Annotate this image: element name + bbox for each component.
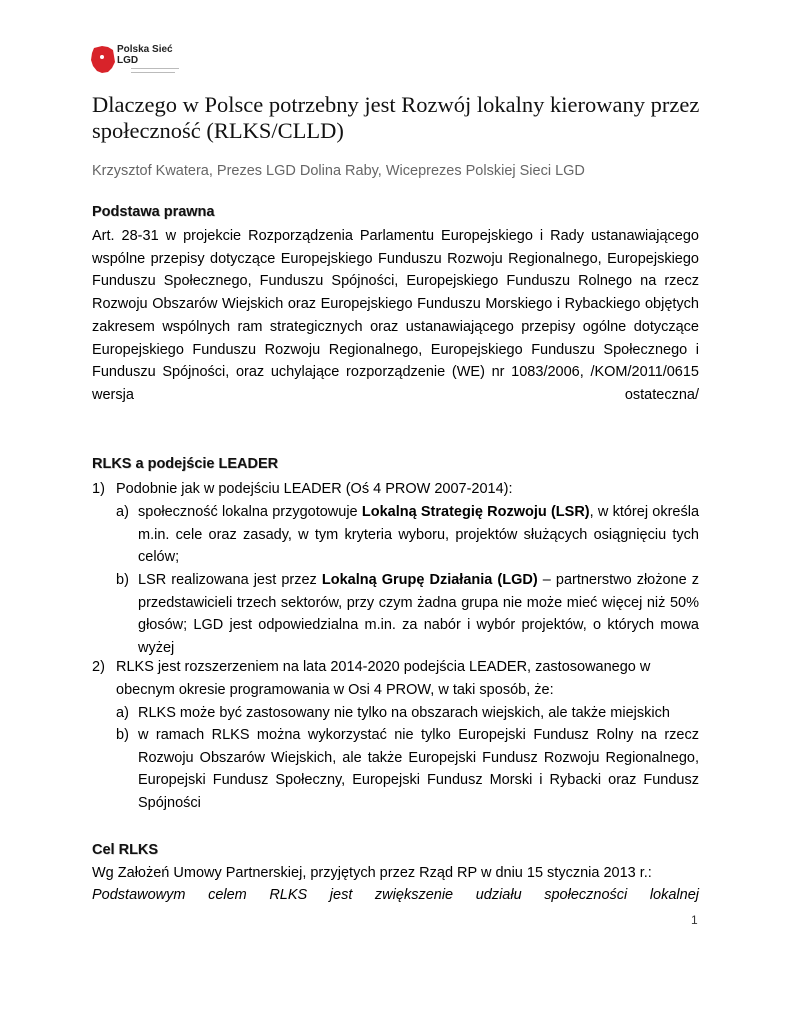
- sublist-letter: a): [116, 705, 129, 721]
- logo-text-line2: LGD: [117, 55, 139, 66]
- sublist-letter: b): [116, 727, 129, 743]
- sublist-item-text: [138, 569, 699, 660]
- text-run: , w której określa m.in. cele oraz zasady, w tym kryteria wyboru, projektów służących osiągnięciu tych celów;: [138, 504, 700, 566]
- bold-text-run: Lokalną Strategię Rozwoju (LSR): [361, 504, 590, 520]
- list-item-text: Podobnie jak w podejściu LEADER (Oś 4 PROW 2007-2014):: [116, 481, 513, 497]
- logo: [88, 42, 198, 82]
- poland-map-icon: [88, 42, 118, 78]
- sublist-item-text: RLKS może być zastosowany nie tylko na obszarach wiejskich, ale także miejskich: [138, 705, 670, 721]
- list-number: 1): [92, 481, 105, 497]
- sublist-item-text: [138, 501, 699, 569]
- logo-subline: [131, 72, 175, 73]
- legal-basis-paragraph: [92, 225, 699, 430]
- document-title: Dlaczego w Polsce potrzebny jest Rozwój lokalny kierowany przez społeczność (RLKS/CLLD): [92, 92, 700, 143]
- bold-text-run: Lokalną Grupę Działania (LGD): [321, 572, 538, 588]
- text-run: – partnerstwo złożone z przedstawicieli trzech sektorów, przy czym żadna grupa nie może mieć więcej niż 50% głosów; LGD jest odpowiedzialna m.in. za nabór i wybór projektów, o których mowa wyżej: [138, 572, 699, 657]
- author-line: Krzysztof Kwatera, Prezes LGD Dolina Raby, Wiceprezes Polskiej Sieci LGD: [92, 163, 585, 179]
- list-item-text: RLKS jest rozszerzeniem na lata 2014-2020 podejścia LEADER, zastosowanego w obecnym okresie programowania w Osi 4 PROW, w taki sposób, że:: [116, 659, 651, 698]
- goal-quote-line: Podstawowym celem RLKS jest zwiększenie udziału społeczności lokalnej: [92, 887, 699, 903]
- sublist-item-text: w ramach RLKS można wykorzystać nie tylko Europejski Fundusz Rolny na rzecz Rozwoju Obszarów Wiejskich, ale także Europejski Fundusz Rozwoju Regionalnego, Europejski Fundusz Społeczny, Europejski Fundusz Morski i Rybacki oraz Fundusz Spójności: [138, 727, 699, 812]
- sublist-letter: a): [116, 504, 129, 520]
- text-run: społeczność lokalna przygotowuje: [138, 504, 362, 520]
- logo-text-line1: Polska Sieć: [117, 44, 173, 55]
- logo-subline: [131, 68, 179, 69]
- text-run: LSR realizowana jest przez: [138, 572, 322, 588]
- goal-intro-line: Wg Założeń Umowy Partnerskiej, przyjętych przez Rząd RP w dniu 15 stycznia 2013 r.:: [92, 865, 652, 881]
- section-heading-rlks-goal: Cel RLKS: [92, 842, 159, 858]
- section-heading-rlks-leader: RLKS a podejście LEADER: [92, 456, 279, 472]
- section-heading-legal-basis: Podstawa prawna: [92, 204, 215, 220]
- sublist-letter: b): [116, 572, 129, 588]
- page-number: 1: [691, 913, 698, 927]
- list-number: 2): [92, 659, 105, 675]
- legal-basis-text: Art. 28-31 w projekcie Rozporządzenia Parlamentu Europejskiego i Rady ustanawiającego wspólne przepisy dotyczące Europejskiego Funduszu Rozwoju Regionalnego, Europejskiego Funduszu Społecznego, Funduszu Spójności, Europejskiego Funduszu Rolnego na rzecz Rozwoju Obszarów Wiejskich oraz Europejskiego Funduszu Morskiego i Rybackiego objętych zakresem wspólnych ram strategicznych oraz ustanawiającego przepisy ogólne dotyczące Europejskiego Funduszu Rozwoju Regionalnego, Europejskiego Funduszu Społecznego i Funduszu Spójności, oraz uchylające rozporządzenie (WE) nr 1083/2006, /KOM/2011/0615 wersja ostateczna/: [92, 228, 699, 403]
